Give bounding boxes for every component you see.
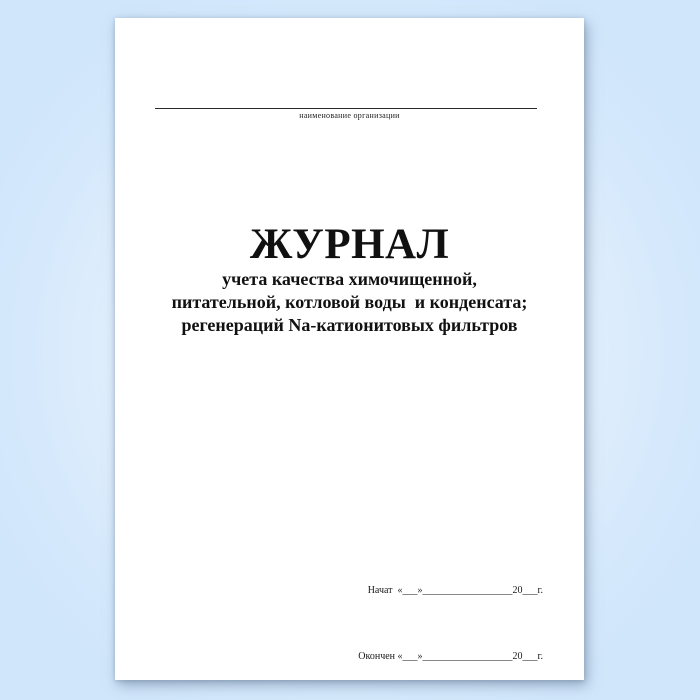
subtitle-line-2: питательной, котловой воды и конденсата; [171, 292, 528, 312]
finished-date-field: Окончен «___»__________________20___г. [358, 651, 543, 662]
journal-title: ЖУРНАЛ [249, 221, 450, 268]
subtitle-line-1: учета качества химочищенной, [222, 269, 477, 289]
journal-subtitle [115, 268, 584, 337]
date-fields-block [358, 536, 543, 700]
journal-cover-page [115, 18, 584, 680]
started-date-field: Начат «___»__________________20___г. [367, 585, 543, 596]
organization-name-label: наименование организации [299, 111, 400, 120]
subtitle-line-3: регенераций Na-катионитовых фильтров [181, 315, 518, 335]
organization-name-line [155, 108, 537, 109]
